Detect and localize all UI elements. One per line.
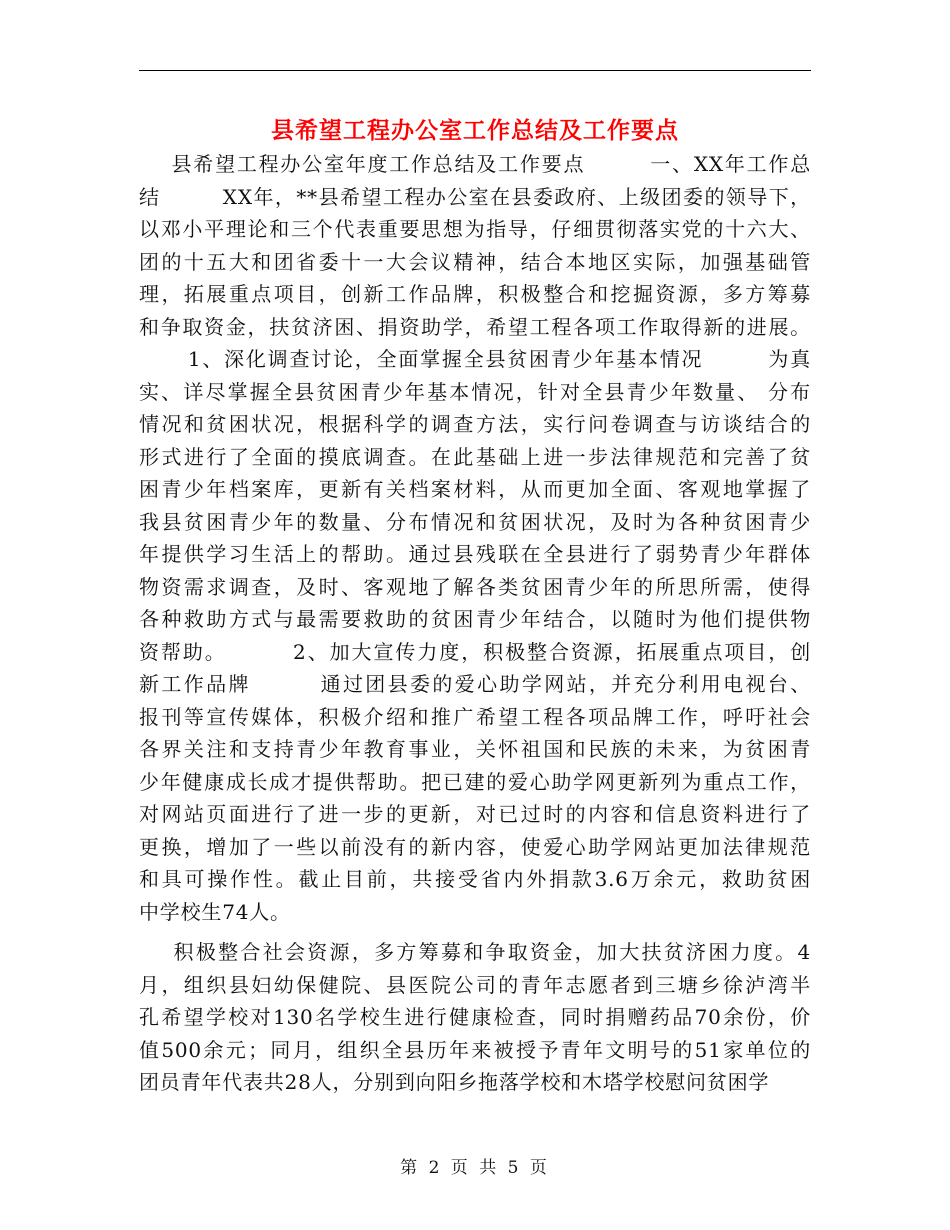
text-line: 以邓小平理论和三个代表重要思想为指导，仔细贯彻落实党的十六大、	[139, 217, 811, 241]
text-line: 理，拓展重点项目，创新工作品牌，积极整合和挖掘资源，多方筹募	[139, 282, 811, 306]
text-line: 月，组织县妇幼保健院、县医院公司的青年志愿者到三塘乡徐泸湾半	[139, 972, 811, 997]
text-line: 团员青年代表共28人，分别到向阳乡拖落学校和木塔学校慰问贫困学	[139, 1070, 770, 1094]
text-line: 少年健康成长成才提供帮助。把已建的爱心助学网更新列为重点工作，	[139, 769, 811, 794]
text-line: 各种救助方式与最需要救助的贫困青少年结合，以随时为他们提供物	[139, 607, 811, 631]
text-line: 和具可操作性。截止目前，共接受省内外捐款3.6万余元，救助贫困	[139, 867, 811, 891]
text-line: 和争取资金，扶贫济困、捐资助学，希望工程各项工作取得新的进展。	[139, 314, 811, 339]
paragraph-resource-integration	[139, 936, 811, 1099]
text-line: 报刊等宣传媒体，积极介绍和推广希望工程各项品牌工作，呼吁社会	[139, 704, 811, 729]
text-line: 结 XX年，**县希望工程办公室在县委政府、上级团委的领导下，	[139, 184, 811, 209]
text-line: 更换，增加了一些以前没有的新内容，使爱心助学网站更加法律规范	[139, 834, 811, 859]
text-line: 新工作品牌 通过团县委的爱心助学网站，并充分利用电视台、	[139, 672, 811, 696]
text-line: 我县贫困青少年的数量、分布情况和贫困状况，及时为各种贫困青少	[139, 509, 811, 534]
text-line: 形式进行了全面的摸底调查。在此基础上进一步法律规范和完善了贫	[139, 444, 811, 469]
text-line: 年提供学习生活上的帮助。通过县残联在全县进行了弱势青少年群体	[139, 542, 811, 566]
header-rule	[139, 70, 811, 71]
text-line: 对网站页面进行了进一步的更新，对已过时的内容和信息资料进行了	[139, 802, 811, 826]
text-line: 积极整合社会资源，多方筹募和争取资金，加大扶贫济困力度。4	[139, 940, 811, 964]
text-line: 困青少年档案库，更新有关档案材料，从而更加全面、客观地掌握了	[139, 477, 811, 501]
text-line: 中学校生74人。	[139, 899, 291, 924]
text-line: 各界关注和支持青少年教育事业，关怀祖国和民族的未来，为贫困青	[139, 737, 811, 761]
text-line: 孔希望学校对130名学校生进行健康检查，同时捐赠药品70余份，价	[139, 1005, 811, 1029]
text-line: 县希望工程办公室年度工作总结及工作要点 一、XX年工作总	[139, 152, 811, 176]
text-line: 资帮助。 2、加大宣传力度，积极整合资源，拓展重点项目，创	[139, 639, 811, 664]
text-line: 团的十五大和团省委十一大会议精神，结合本地区实际，加强基础管	[139, 249, 811, 274]
page-indicator: 第 2 页 共 5 页	[400, 1158, 550, 1178]
text-line: 值500余元；同月，组织全县历年来被授予青年文明号的51家单位的	[139, 1037, 811, 1062]
text-line: 情况和贫困状况，根据科学的调查方法，实行问卷调查与访谈结合的	[139, 412, 811, 436]
document-body	[139, 148, 811, 1099]
text-line: 实、详尽掌握全县贫困青少年基本情况，针对全县青少年数量、 分布	[139, 379, 811, 404]
paragraph-work-summary	[139, 148, 811, 928]
document-title: 县希望工程办公室工作总结及工作要点	[271, 117, 679, 144]
text-line: 物资需求调查，及时、客观地了解各类贫困青少年的所思所需，使得	[139, 574, 811, 599]
text-line: 1、深化调查讨论，全面掌握全县贫困青少年基本情况 为真	[139, 347, 811, 371]
